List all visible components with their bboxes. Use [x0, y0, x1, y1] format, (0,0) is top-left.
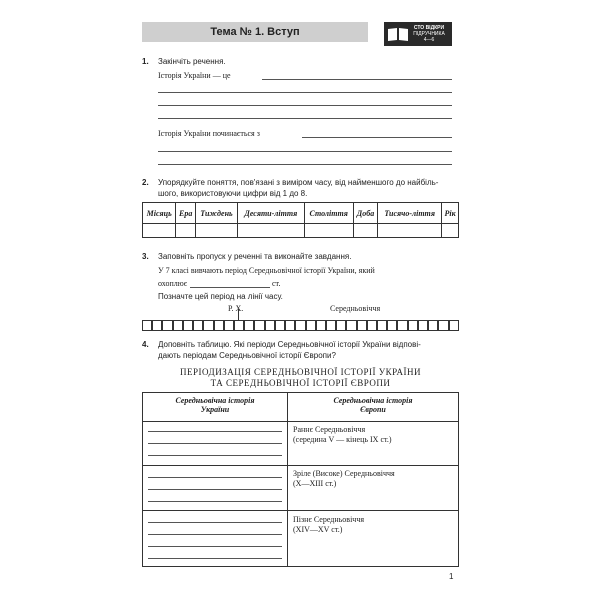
timeline-cell[interactable] [357, 320, 367, 331]
timeline-cell[interactable] [265, 320, 275, 331]
timeline-cell[interactable] [295, 320, 305, 331]
table-title-line2: ТА СЕРЕДНЬОВІЧНОЇ ІСТОРІЇ ЄВРОПИ [210, 378, 391, 388]
table-header-cell: Ера [176, 203, 195, 224]
period-name: Раннє Середньовіччя [293, 425, 366, 434]
timeline-cell[interactable] [438, 320, 448, 331]
timeline-cell[interactable] [418, 320, 428, 331]
timeline-cell[interactable] [214, 320, 224, 331]
task1-sentence2: Історія України починається з [158, 129, 260, 138]
table-header-cell: Тиждень [195, 203, 237, 224]
answer-line[interactable] [190, 287, 270, 288]
row-divider [143, 421, 458, 422]
task1-number: 1. [142, 57, 149, 66]
answer-line[interactable] [158, 151, 452, 152]
period-name: Зріле (Високе) Середньовіччя [293, 469, 395, 478]
answer-line[interactable] [148, 522, 282, 523]
europe-period-late [293, 515, 364, 535]
timeline-cell[interactable] [162, 320, 172, 331]
order-input-cell[interactable] [238, 224, 305, 238]
timeline-cell[interactable] [173, 320, 183, 331]
task2-number: 2. [142, 178, 149, 187]
answer-line[interactable] [148, 443, 282, 444]
table-header-cell: Місяць [143, 203, 176, 224]
period-name: Пізнє Середньовіччя [293, 515, 365, 524]
timeline-label-rx: Р. Х. [228, 304, 244, 313]
header-line: Середньовічна історія [175, 396, 255, 405]
europe-period-high [293, 469, 395, 489]
column-header-ukraine [143, 396, 287, 414]
periodization-table-title [142, 367, 459, 389]
page-number: 1 [449, 572, 454, 581]
header-line: Середньовічна історія [333, 396, 413, 405]
timeline-cell[interactable] [397, 320, 407, 331]
answer-line[interactable] [262, 79, 452, 80]
order-input-cell[interactable] [353, 224, 377, 238]
task4-number: 4. [142, 340, 149, 349]
timeline-cell[interactable] [193, 320, 203, 331]
answer-line[interactable] [148, 501, 282, 502]
timeline-cell[interactable] [449, 320, 459, 331]
order-input-cell[interactable] [442, 224, 459, 238]
timeline-cell[interactable] [254, 320, 264, 331]
timeline-cell[interactable] [408, 320, 418, 331]
timeline-cell[interactable] [377, 320, 387, 331]
task3-sentence-part2: охоплює [158, 279, 188, 288]
timeline-cell[interactable] [224, 320, 234, 331]
column-divider [287, 393, 288, 566]
timeline[interactable] [142, 320, 459, 331]
timeline-cell[interactable] [142, 320, 152, 331]
europe-period-early [293, 425, 392, 445]
timeline-cell[interactable] [152, 320, 162, 331]
answer-line[interactable] [158, 118, 452, 119]
period-dates: (X—XIII ст.) [293, 479, 337, 488]
table-header-cell: Доба [353, 203, 377, 224]
timeline-cell[interactable] [234, 320, 244, 331]
answer-line[interactable] [148, 489, 282, 490]
task3-sentence-part3: ст. [272, 279, 281, 288]
periodization-table [142, 392, 459, 567]
textbook-pages-badge [384, 22, 452, 46]
answer-line[interactable] [148, 534, 282, 535]
task1-sentence1: Історія України — це [158, 71, 231, 80]
timeline-cell[interactable] [316, 320, 326, 331]
order-input-cell[interactable] [378, 224, 442, 238]
task3-instruction: Заповніть пропуск у реченні та виконайте завдання. [158, 252, 352, 261]
open-book-icon [387, 26, 409, 42]
answer-line[interactable] [158, 92, 452, 93]
task3-number: 3. [142, 252, 149, 261]
order-input-cell[interactable] [195, 224, 237, 238]
answer-line[interactable] [158, 164, 452, 165]
timeline-cell[interactable] [203, 320, 213, 331]
task1-instruction: Закінчіть речення. [158, 57, 226, 66]
answer-line[interactable] [302, 137, 452, 138]
timeline-label-middle-ages: Середньовіччя [330, 304, 381, 313]
task3-sentence-part1: У 7 класі вивчають період Середньовічної історії України, який [158, 266, 375, 275]
table-title-line1: ПЕРІОДИЗАЦІЯ СЕРЕДНЬОВІЧНОЇ ІСТОРІЇ УКРАЇНИ [180, 367, 421, 377]
row-divider [143, 510, 458, 511]
time-units-table [142, 202, 459, 238]
period-dates: (XIV—XV ст.) [293, 525, 343, 534]
task4-instruction-line2: дають періодам Середньовічної історії Європи? [158, 351, 336, 360]
timeline-cell[interactable] [326, 320, 336, 331]
task4-instruction-line1: Доповніть таблицю. Які періоди Середньовічної історії України відпові- [158, 340, 421, 349]
answer-line[interactable] [148, 431, 282, 432]
task3-subtask: Позначте цей період на лінії часу. [158, 292, 283, 301]
timeline-cell[interactable] [275, 320, 285, 331]
timeline-cell[interactable] [336, 320, 346, 331]
answer-line[interactable] [148, 477, 282, 478]
answer-line[interactable] [148, 558, 282, 559]
table-header-cell: Століття [304, 203, 353, 224]
timeline-cell[interactable] [346, 320, 356, 331]
answer-line[interactable] [148, 455, 282, 456]
topic-title: Тема № 1. Вступ [142, 22, 368, 42]
order-input-cell[interactable] [176, 224, 195, 238]
table-header-cell: Тисячо-ліття [378, 203, 442, 224]
table-header-cell: Рік [442, 203, 459, 224]
answer-line[interactable] [148, 546, 282, 547]
timeline-cell[interactable] [244, 320, 254, 331]
table-header-cell: Десяти-ліття [238, 203, 305, 224]
answer-line[interactable] [158, 105, 452, 106]
timeline-cell[interactable] [367, 320, 377, 331]
order-input-cell[interactable] [143, 224, 176, 238]
timeline-cell[interactable] [183, 320, 193, 331]
task2-instruction-line2: шого, використовуючи цифри від 1 до 8. [158, 189, 308, 198]
timeline-cell[interactable] [306, 320, 316, 331]
timeline-cell[interactable] [285, 320, 295, 331]
timeline-cell[interactable] [428, 320, 438, 331]
row-divider [143, 465, 458, 466]
task2-instruction-line1: Упорядкуйте поняття, пов'язані з виміром часу, від найменшого до найбіль- [158, 178, 439, 187]
badge-text [409, 25, 449, 43]
timeline-cell[interactable] [387, 320, 397, 331]
badge-line1: СТО ВІДКРИ [413, 25, 445, 31]
badge-line2: ПІДРУЧНИКА [413, 31, 445, 37]
order-input-cell[interactable] [304, 224, 353, 238]
header-line: України [200, 405, 230, 414]
column-header-europe [288, 396, 458, 414]
badge-line3: 4—6 [423, 37, 435, 43]
header-line: Європи [360, 405, 386, 414]
period-dates: (середина V — кінець IX ст.) [293, 435, 392, 444]
